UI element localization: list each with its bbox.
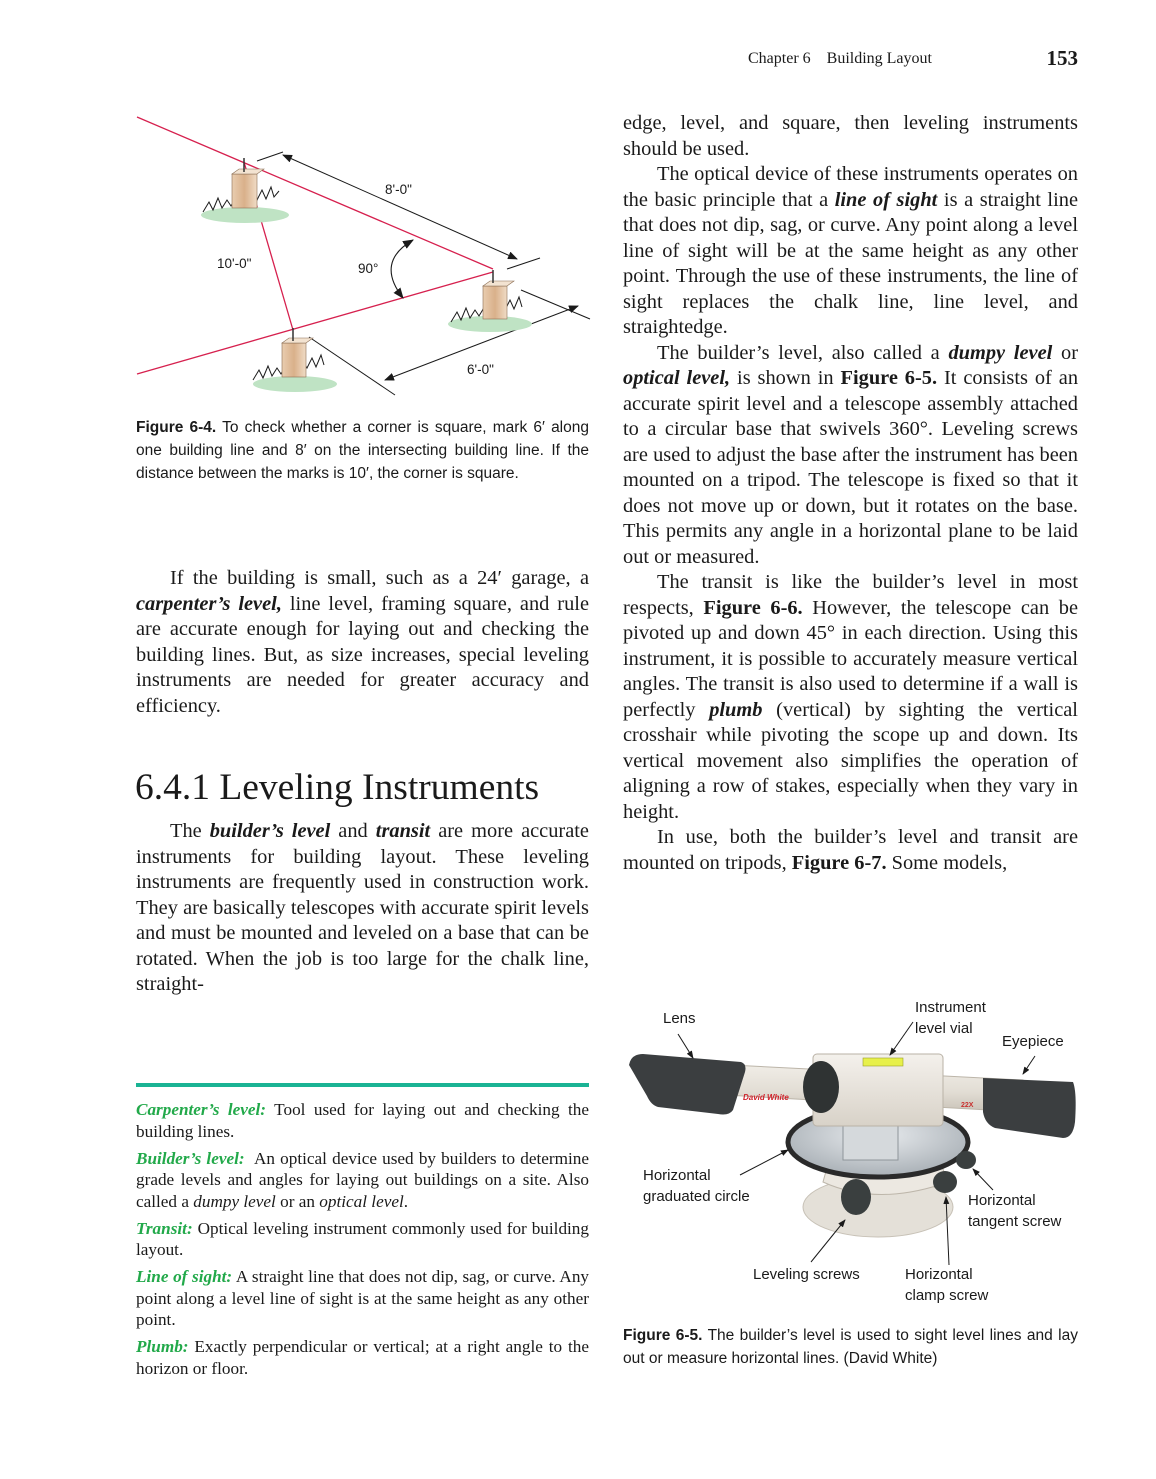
label-lens: Lens <box>663 1010 696 1027</box>
dimension-6ft: 6'-0" <box>467 362 494 377</box>
glossary-divider <box>136 1083 589 1087</box>
glossary <box>136 1099 594 1385</box>
figure-reference: Figure 6-7. <box>791 851 887 874</box>
svg-text:graduated circle: graduated circle <box>643 1188 750 1205</box>
key-term: transit <box>375 820 431 842</box>
figure-6-5-caption <box>623 1324 1078 1370</box>
angle-90: 90° <box>358 261 379 276</box>
svg-text:clamp screw: clamp screw <box>905 1287 989 1304</box>
paragraph: The builder’s level, also called a dumpy level or optical level, is shown in Figure 6-5. It consists of an accurate spirit level and a telescope assembly attached to a circular base that swivels 360°. Leveling screws are used to adjust the base after the instrument has been mounted on a tripod. The telescope is fixed so that it does not move up or down, but it rotates on the base. This permits any angle in a horizontal plane to be laid out or measured. <box>623 341 1079 568</box>
section-paragraph-block <box>136 819 589 998</box>
svg-text:level vial: level vial <box>915 1020 973 1037</box>
key-term: carpenter’s level, <box>136 592 282 615</box>
caption-label: Figure 6-4. <box>136 419 217 436</box>
figure-reference: Figure 6-6. <box>703 596 803 619</box>
label-vial: Instrument <box>915 999 986 1016</box>
key-term: builder’s level <box>209 820 331 842</box>
caption-label: Figure 6-5. <box>623 1327 703 1344</box>
key-term: dumpy level <box>948 341 1053 364</box>
figure-reference: Figure 6-5. <box>840 367 938 389</box>
key-term: plumb <box>709 698 763 721</box>
paragraph: The optical device of these instruments operates on the basic principle that a line of sight is a straight line that does not dip, sag, or curve. Any point along a level line of sight will be at the same height as any other point. Through the use of these instruments, the line of sight replaces the chalk line, line level, and straightedge. <box>623 163 1078 338</box>
figure-6-4-diagram <box>135 112 595 402</box>
glossary-entry: Carpenter’s level: Tool used for laying out and checking the building lines. <box>136 1100 589 1141</box>
dimension-10ft: 10'-0" <box>217 256 252 271</box>
running-head <box>748 46 1078 74</box>
key-term: optical level, <box>623 367 731 389</box>
glossary-term: Line of sight: <box>136 1267 233 1286</box>
paragraph: The transit is like the builder’s level in most respects, Figure 6-6. However, the telescope can be pivoted up and down 45° in each direction. Using this instrument, it is possible to accurately measure vertical angles. The transit is also used to determine if a wall is perfectly plumb (vertical) by sighting the vertical crosshair while pivoting the scope up and down. Its vertical movement also simplifies the operation of aligning a row of stakes, especially when they vary in height. <box>623 571 1079 823</box>
square-corner-diagram <box>135 112 595 402</box>
glossary-term: Builder’s level: <box>136 1148 245 1168</box>
label-tangent-screw: Horizontal <box>968 1192 1036 1209</box>
glossary-term: Plumb: <box>136 1337 189 1356</box>
glossary-term: Carpenter’s level: <box>136 1100 267 1119</box>
page-number: 153 <box>1046 46 1078 70</box>
key-term: line of sight <box>834 188 938 211</box>
label-clamp-screw: Horizontal <box>905 1266 973 1283</box>
intro-paragraph-block <box>136 566 589 719</box>
glossary-entry: Line of sight: A straight line that does not dip, sag, or curve. Any point along a level line of sight is at the same height as any other point. <box>136 1267 590 1329</box>
glossary-term: Transit: <box>136 1218 193 1238</box>
section-paragraph: The builder’s level and transit are more accurate instruments for building layout. These leveling instruments are frequently used in construction work. They are basically telescopes with accurate spirit levels and must be mounted and leveled on a base that can be rotated. When the job is too large for the chalk line, straight- <box>136 820 589 995</box>
stake-icon <box>448 270 532 332</box>
magnification-mark: 22X <box>961 1102 974 1109</box>
level-vial-icon <box>863 1058 903 1066</box>
intro-paragraph: If the building is small, such as a 24′ garage, a carpenter’s level, line level, framing square, and rule are accurate enough for laying out and checking the building lines. But, as size increases, special leveling instruments are needed for greater accuracy and efficiency. <box>136 567 589 717</box>
continued-paragraph: edge, level, and square, then leveling instruments should be used. <box>623 112 1078 160</box>
glossary-entry: Plumb: Exactly perpendicular or vertical; at a right angle to the horizon or floor. <box>136 1337 589 1378</box>
right-column-text <box>623 111 1078 876</box>
figure-6-4-caption <box>136 416 589 485</box>
brand-mark: David White <box>743 1093 789 1102</box>
paragraph: In use, both the builder’s level and transit are mounted on tripods, Figure 6-7. Some models, <box>623 826 1078 874</box>
glossary-entry: Transit: Optical leveling instrument commonly used for building layout. <box>136 1218 589 1259</box>
label-leveling-screws: Leveling screws <box>753 1266 860 1283</box>
section-heading: 6.4.1 Leveling Instruments <box>135 767 540 808</box>
caption-text: The builder’s level is used to sight level lines and lay out or measure horizontal lines. (David White) <box>623 1327 1078 1367</box>
figure-6-5-photo <box>623 992 1078 1310</box>
builders-level-illustration <box>623 992 1078 1310</box>
caption-text: To check whether a corner is square, mark 6′ along one building line and 8′ on the intersecting building line. If the distance between the marks is 10′, the corner is square. <box>136 419 589 482</box>
chapter-title: Chapter 6 Building Layout <box>748 50 932 67</box>
dimension-8ft: 8'-0" <box>385 182 412 197</box>
svg-text:tangent screw: tangent screw <box>968 1213 1062 1230</box>
glossary-entry: Builder’s level: An optical device used by builders to determine grade levels and angles for laying out buildings on a site. Also called a dumpy level or an optical level. <box>136 1148 594 1211</box>
label-eyepiece: Eyepiece <box>1002 1033 1064 1050</box>
label-graduated-circle: Horizontal <box>643 1167 711 1184</box>
building-line-8ft <box>137 117 493 269</box>
